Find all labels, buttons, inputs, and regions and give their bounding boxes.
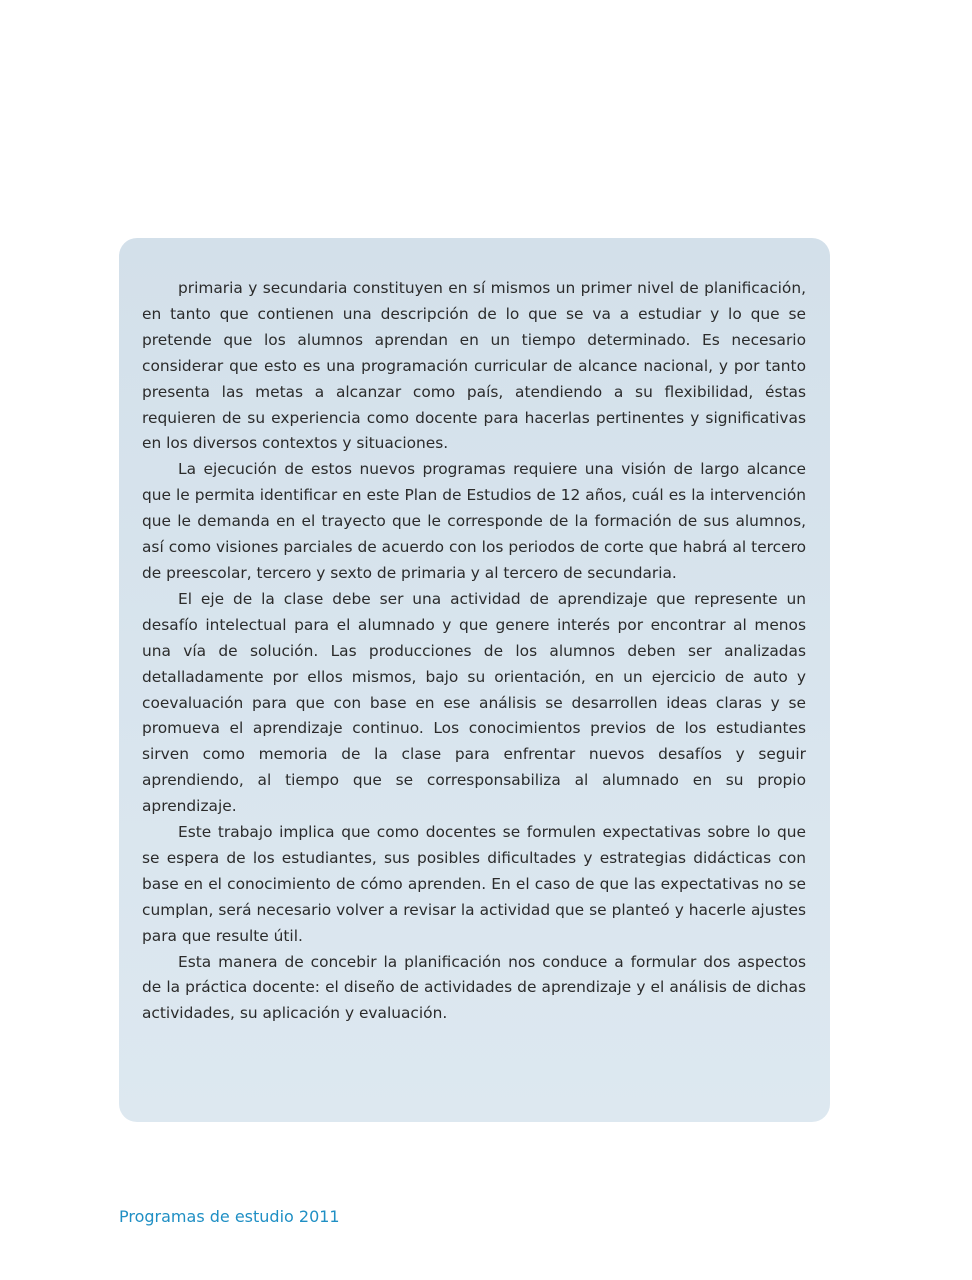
paragraph-2: La ejecución de estos nuevos programas requiere una visión de largo alcance que le permita identificar en este Plan de Estudios de 12 años, cuál es la intervención que le demanda en el trayecto que le corresponde de la formación de sus alumnos, así como visiones parciales de acuerdo con los periodos de corte que habrá al tercero de preescolar, tercero y sexto de primaria y al tercero de secundaria. [142, 460, 806, 582]
paragraph-1: primaria y secundaria constituyen en sí mismos un primer nivel de planificación, en tanto que contienen una descripción de lo que se va a estudiar y lo que se pretende que los alumnos aprendan en un tiempo determinado. Es necesario considerar que esto es una programación curricular de alcance nacional, y por tanto presenta las metas a alcanzar como país, atendiendo a su flexibilidad, éstas requieren de su experiencia como docente para hacerlas pertinentes y significativas en los diversos contextos y situaciones. [142, 279, 806, 453]
paragraph-4: Este trabajo implica que como docentes se formulen expectativas sobre lo que se espera de los estudiantes, sus posibles dificultades y estrategias didácticas con base en el conocimiento de cómo aprenden. En el caso de que las expectativas no se cumplan, será necesario volver a revisar la actividad que se planteó y hacerle ajustes para que resulte útil. [142, 823, 806, 945]
paragraph-5: Esta manera de concebir la planificación nos conduce a formular dos aspectos de la práctica docente: el diseño de actividades de aprendizaje y el análisis de dichas actividades, su aplicación y evaluación. [142, 952, 806, 1023]
page-footer: Programas de estudio 2011 [119, 1207, 340, 1226]
paragraph-3: El eje de la clase debe ser una actividad de aprendizaje que represente un desafío intelectual para el alumnado y que genere interés por encontrar al menos una vía de solución. Las producciones de los alumnos deben ser analizadas detalladamente por ellos mismos, bajo su orientación, en un ejercicio de auto y coevaluación para que con base en ese análisis se desarrollen ideas claras y se promueva el aprendizaje continuo. Los conocimientos previos de los estudiantes sirven como memoria de la clase para enfrentar nuevos desafíos y seguir aprendiendo, al tiempo que se corresponsabiliza al alumnado en su propio aprendizaje. [142, 589, 806, 816]
text-panel [119, 238, 830, 1122]
